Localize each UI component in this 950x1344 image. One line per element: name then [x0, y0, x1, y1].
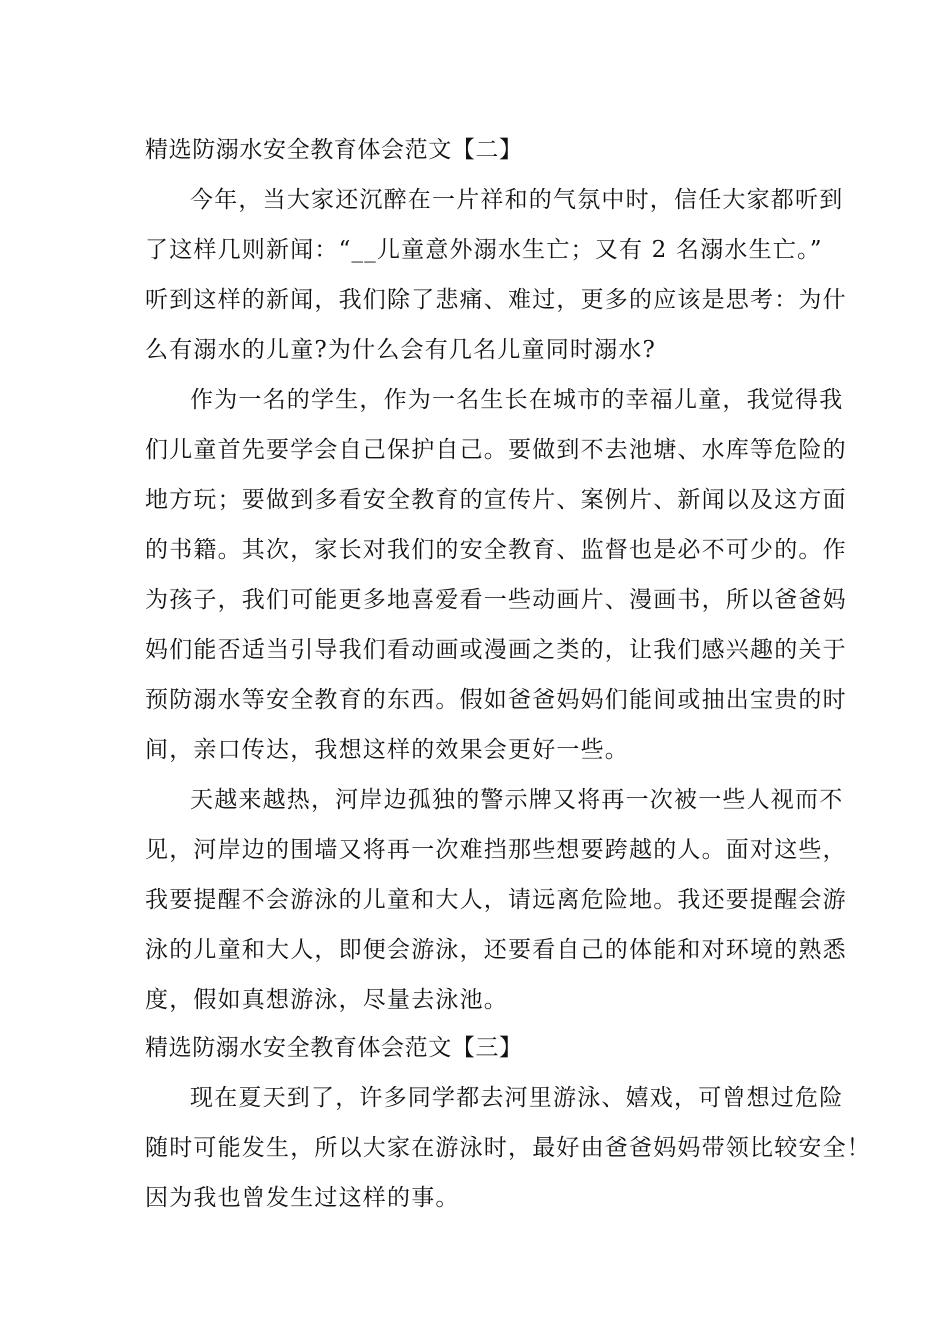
text-line: 么有溺水的儿童?为什么会有几名儿童同时溺水? — [145, 337, 657, 363]
section-heading: 精选防溺水安全教育体会范文【二】 — [145, 137, 523, 163]
text-line: 作为一名的学生，作为一名生长在城市的幸福儿童，我觉得我 — [190, 387, 844, 413]
text-line: 我要提醒不会游泳的儿童和大人，请远离危险地。我还要提醒会游 — [145, 887, 847, 913]
text-line: 今年，当大家还沉醉在一片祥和的气氛中时，信任大家都听到 — [190, 187, 844, 213]
text-line: 现在夏天到了，许多同学都去河里游泳、嬉戏，可曾想过危险 — [190, 1085, 844, 1111]
text-line: 预防溺水等安全教育的东西。假如爸爸妈妈们能间或抽出宝贵的时 — [145, 687, 847, 713]
text-line: 听到这样的新闻，我们除了悲痛、难过，更多的应该是思考：为什 — [145, 287, 847, 313]
text-line: 们儿童首先要学会自己保护自己。要做到不去池塘、水库等危险的 — [145, 437, 847, 463]
text-line: 随时可能发生，所以大家在游泳时，最好由爸爸妈妈带领比较安全！ — [145, 1135, 871, 1161]
text-line: 因为我也曾发生过这样的事。 — [145, 1185, 460, 1211]
text-line: 的书籍。其次，家长对我们的安全教育、监督也是必不可少的。作 — [145, 537, 847, 563]
text-line: 天越来越热，河岸边孤独的警示牌又将再一次被一些人视而不 — [190, 787, 844, 813]
text-line: 泳的儿童和大人，即便会游泳，还要看自己的体能和对环境的熟悉 — [145, 937, 847, 963]
text-line: 度，假如真想游泳，尽量去泳池。 — [145, 987, 508, 1013]
text-line: 见，河岸边的围墙又将再一次难挡那些想要跨越的人。面对这些， — [145, 837, 847, 863]
text-line: 间，亲口传达，我想这样的效果会更好一些。 — [145, 737, 629, 763]
text-line: 地方玩；要做到多看安全教育的宣传片、案例片、新闻以及这方面 — [145, 487, 847, 513]
text-line: 妈们能否适当引导我们看动画或漫画之类的，让我们感兴趣的关于 — [145, 637, 847, 663]
text-line: 为孩子，我们可能更多地喜爱看一些动画片、漫画书，所以爸爸妈 — [145, 587, 847, 613]
text-line: 了这样几则新闻：“__儿童意外溺水生亡；又有 2 名溺水生亡。” — [145, 237, 823, 263]
section-heading: 精选防溺水安全教育体会范文【三】 — [145, 1035, 523, 1061]
